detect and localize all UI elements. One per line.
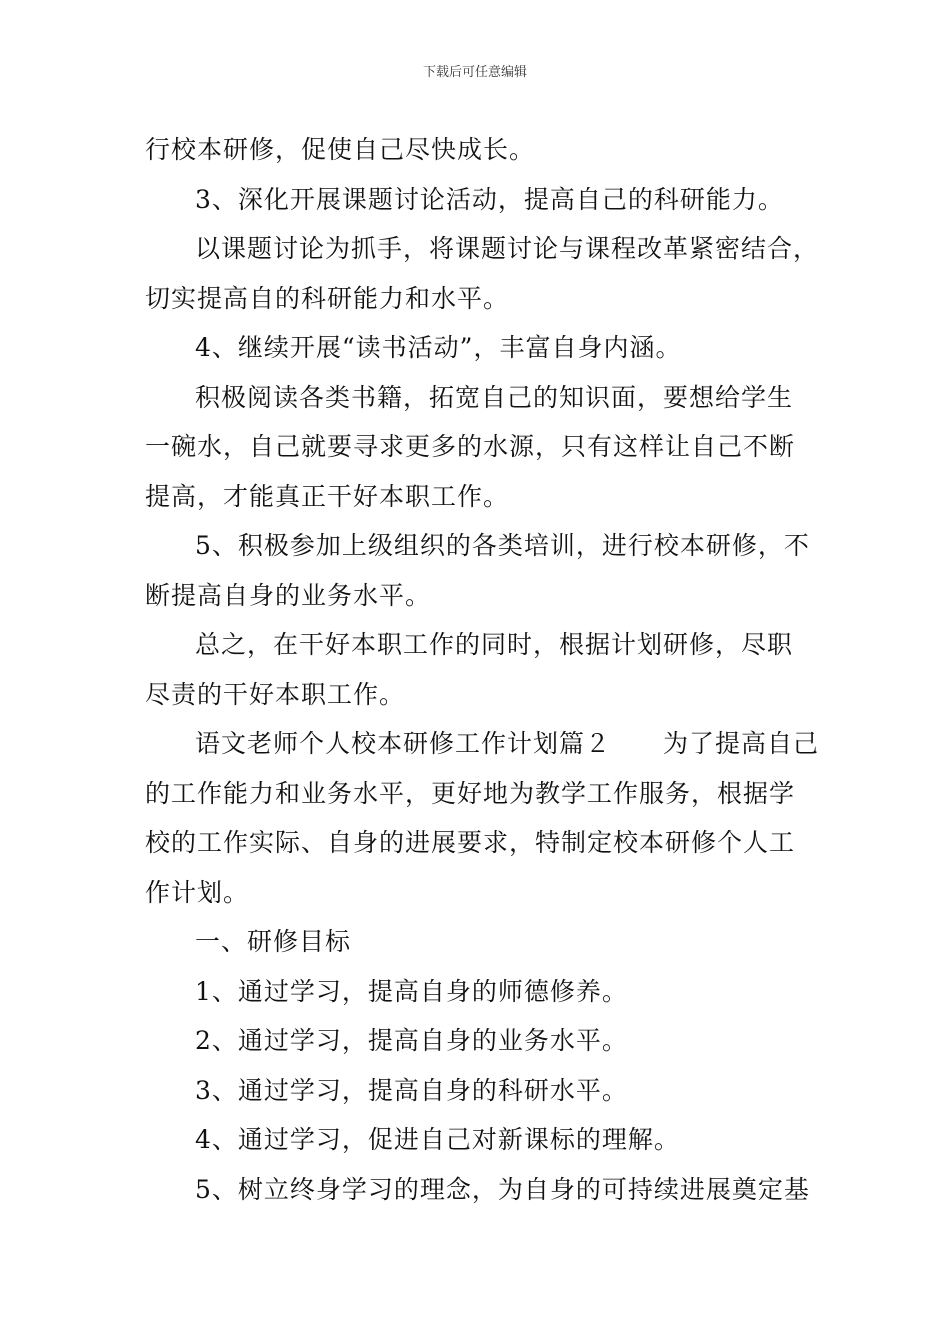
text-line: 1、通过学习，提高自身的师德修养。 — [195, 976, 628, 1006]
paragraph — [145, 620, 825, 719]
text-line: 提高，才能真正干好本职工作。 — [145, 481, 510, 511]
paragraph — [145, 373, 825, 522]
list-item — [145, 1016, 825, 1066]
paragraph — [145, 719, 825, 917]
text-line: 一、研修目标 — [195, 927, 352, 956]
list-item — [145, 1115, 825, 1165]
text-line: 5、树立终身学习的理念，为自身的可持续进展奠定基 — [195, 1174, 810, 1204]
text-line: 以课题讨论为抓手，将课题讨论与课程改革紧密结合， — [195, 234, 820, 263]
text-line: 4、继续开展“读书活动”，丰富自身内涵。 — [195, 333, 682, 362]
text-line: 总之，在干好本职工作的同时，根据计划研修，尽职 — [195, 630, 794, 659]
text-line: 断提高自身的业务水平。 — [145, 580, 432, 610]
text-line: 积极阅读各类书籍，拓宽自己的知识面，要想给学生 — [195, 382, 794, 412]
text-line: 5、积极参加上级组织的各类培训，进行校本研修，不 — [195, 531, 810, 560]
paragraph — [145, 521, 825, 620]
page-header: 下载后可任意编辑 — [422, 65, 527, 80]
text-line: 行校本研修，促使自己尽快成长。 — [145, 135, 536, 164]
text-line: 3、深化开展课题讨论活动，提高自己的科研能力。 — [195, 184, 784, 214]
text-line: 校的工作实际、自身的进展要求，特制定校本研修个人工 — [145, 828, 796, 857]
text-line: 作计划。 — [145, 877, 250, 907]
document-body — [145, 125, 825, 1214]
text-line: 4、通过学习，促进自己对新课标的理解。 — [195, 1125, 680, 1154]
text-line: 切实提高自的科研能力和水平。 — [145, 283, 510, 313]
section-heading — [145, 917, 825, 967]
text-line: 2、通过学习，提高自身的业务水平。 — [195, 1026, 628, 1055]
list-item — [145, 967, 825, 1017]
text-line: 的工作能力和业务水平，更好地为教学工作服务，根据学 — [145, 778, 796, 808]
paragraph — [145, 175, 825, 225]
text-line: 语文老师个人校本研修工作计划篇２ 为了提高自己 — [195, 729, 820, 758]
text-line: 尽责的干好本职工作。 — [145, 679, 406, 709]
paragraph — [145, 323, 825, 373]
paragraph — [145, 224, 825, 323]
list-item — [145, 1066, 825, 1116]
list-item — [145, 1165, 825, 1215]
text-line: 一碗水，自己就要寻求更多的水源，只有这样让自己不断 — [145, 432, 796, 461]
text-line: 3、通过学习，提高自身的科研水平。 — [195, 1075, 628, 1105]
paragraph — [145, 125, 825, 175]
